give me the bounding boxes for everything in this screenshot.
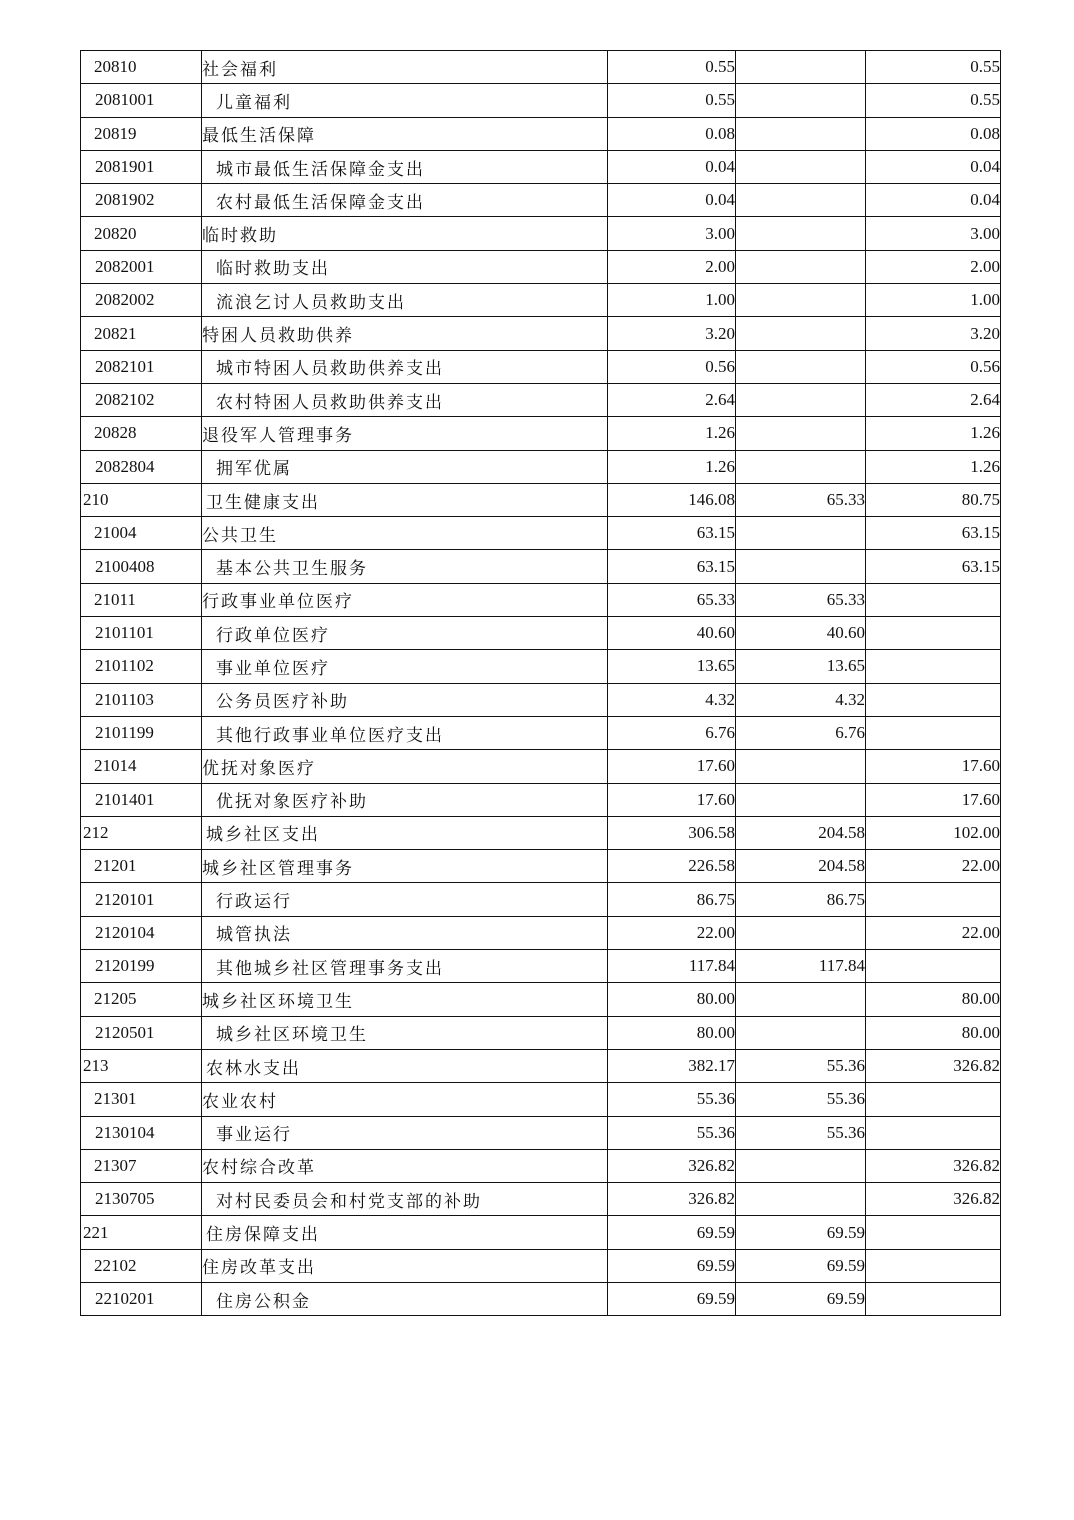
basic-expenditure-cell: 204.58 [736,850,866,883]
table-row [81,417,1001,450]
table-row [81,184,1001,217]
total-amount-cell: 69.59 [608,1282,736,1315]
account-code-cell: 2081001 [81,84,202,117]
account-code-cell: 2130705 [81,1183,202,1216]
account-name-cell: 特困人员救助供养 [202,317,608,350]
project-expenditure-cell: 3.00 [866,217,1001,250]
basic-expenditure-cell: 55.36 [736,1083,866,1116]
account-code-cell: 20810 [81,51,202,84]
basic-expenditure-cell [736,383,866,416]
project-expenditure-cell: 22.00 [866,916,1001,949]
account-code-cell: 2101101 [81,617,202,650]
account-code-cell: 2120101 [81,883,202,916]
basic-expenditure-cell [736,983,866,1016]
account-code-cell: 210 [81,483,202,516]
account-name-cell: 最低生活保障 [202,117,608,150]
account-code-cell: 2101199 [81,716,202,749]
basic-expenditure-cell: 55.36 [736,1049,866,1082]
basic-expenditure-cell [736,284,866,317]
account-code-cell: 2082804 [81,450,202,483]
basic-expenditure-cell: 6.76 [736,716,866,749]
basic-expenditure-cell [736,84,866,117]
basic-expenditure-cell: 69.59 [736,1282,866,1315]
project-expenditure-cell: 80.00 [866,983,1001,1016]
total-amount-cell: 3.00 [608,217,736,250]
basic-expenditure-cell: 204.58 [736,816,866,849]
project-expenditure-cell: 63.15 [866,550,1001,583]
basic-expenditure-cell: 69.59 [736,1249,866,1282]
project-expenditure-cell: 2.64 [866,383,1001,416]
total-amount-cell: 63.15 [608,550,736,583]
account-code-cell: 21014 [81,750,202,783]
project-expenditure-cell: 63.15 [866,517,1001,550]
total-amount-cell: 382.17 [608,1049,736,1082]
total-amount-cell: 4.32 [608,683,736,716]
project-expenditure-cell: 326.82 [866,1049,1001,1082]
project-expenditure-cell: 0.08 [866,117,1001,150]
account-name-cell: 农村特困人员救助供养支出 [202,383,608,416]
basic-expenditure-cell [736,550,866,583]
project-expenditure-cell: 1.00 [866,284,1001,317]
total-amount-cell: 63.15 [608,517,736,550]
basic-expenditure-cell: 4.32 [736,683,866,716]
basic-expenditure-cell [736,150,866,183]
account-code-cell: 20819 [81,117,202,150]
account-name-cell: 行政运行 [202,883,608,916]
table-row [81,1049,1001,1082]
project-expenditure-cell: 2.00 [866,250,1001,283]
account-name-cell: 退役军人管理事务 [202,417,608,450]
total-amount-cell: 0.04 [608,150,736,183]
account-code-cell: 20828 [81,417,202,450]
project-expenditure-cell: 0.55 [866,84,1001,117]
project-expenditure-cell: 3.20 [866,317,1001,350]
table-row [81,950,1001,983]
project-expenditure-cell [866,617,1001,650]
table-row [81,1116,1001,1149]
account-name-cell: 对村民委员会和村党支部的补助 [202,1183,608,1216]
budget-table [80,50,1001,1316]
basic-expenditure-cell [736,184,866,217]
account-code-cell: 2081902 [81,184,202,217]
account-code-cell: 20821 [81,317,202,350]
basic-expenditure-cell [736,517,866,550]
account-name-cell: 农村综合改革 [202,1149,608,1182]
account-name-cell: 住房公积金 [202,1282,608,1315]
total-amount-cell: 117.84 [608,950,736,983]
table-row [81,550,1001,583]
account-name-cell: 城市特困人员救助供养支出 [202,350,608,383]
total-amount-cell: 1.26 [608,417,736,450]
account-name-cell: 城乡社区环境卫生 [202,983,608,1016]
basic-expenditure-cell [736,217,866,250]
project-expenditure-cell [866,683,1001,716]
account-name-cell: 优抚对象医疗补助 [202,783,608,816]
total-amount-cell: 6.76 [608,716,736,749]
account-code-cell: 213 [81,1049,202,1082]
total-amount-cell: 69.59 [608,1249,736,1282]
table-row [81,583,1001,616]
account-name-cell: 儿童福利 [202,84,608,117]
project-expenditure-cell: 102.00 [866,816,1001,849]
account-code-cell: 2101102 [81,650,202,683]
project-expenditure-cell: 326.82 [866,1183,1001,1216]
project-expenditure-cell: 326.82 [866,1149,1001,1182]
account-name-cell: 事业运行 [202,1116,608,1149]
account-code-cell: 22102 [81,1249,202,1282]
project-expenditure-cell: 1.26 [866,417,1001,450]
table-row [81,716,1001,749]
project-expenditure-cell: 17.60 [866,783,1001,816]
account-code-cell: 2082101 [81,350,202,383]
basic-expenditure-cell [736,350,866,383]
basic-expenditure-cell: 69.59 [736,1216,866,1249]
total-amount-cell: 22.00 [608,916,736,949]
table-row [81,51,1001,84]
table-row [81,1249,1001,1282]
table-row [81,1149,1001,1182]
total-amount-cell: 1.26 [608,450,736,483]
account-name-cell: 其他城乡社区管理事务支出 [202,950,608,983]
basic-expenditure-cell [736,317,866,350]
project-expenditure-cell: 22.00 [866,850,1001,883]
project-expenditure-cell: 0.55 [866,51,1001,84]
account-code-cell: 2130104 [81,1116,202,1149]
project-expenditure-cell [866,1116,1001,1149]
account-name-cell: 基本公共卫生服务 [202,550,608,583]
project-expenditure-cell: 80.00 [866,1016,1001,1049]
account-code-cell: 21201 [81,850,202,883]
basic-expenditure-cell [736,1183,866,1216]
project-expenditure-cell: 17.60 [866,750,1001,783]
account-code-cell: 2120104 [81,916,202,949]
table-row [81,883,1001,916]
table-row [81,383,1001,416]
table-row [81,1216,1001,1249]
table-row [81,983,1001,1016]
total-amount-cell: 0.55 [608,51,736,84]
account-code-cell: 21307 [81,1149,202,1182]
project-expenditure-cell [866,1282,1001,1315]
table-row [81,317,1001,350]
basic-expenditure-cell [736,783,866,816]
project-expenditure-cell: 0.04 [866,150,1001,183]
total-amount-cell: 17.60 [608,750,736,783]
table-row [81,816,1001,849]
account-code-cell: 2082001 [81,250,202,283]
account-name-cell: 城乡社区支出 [202,816,608,849]
account-code-cell: 2210201 [81,1282,202,1315]
basic-expenditure-cell: 65.33 [736,483,866,516]
total-amount-cell: 2.00 [608,250,736,283]
account-name-cell: 农村最低生活保障金支出 [202,184,608,217]
table-row [81,750,1001,783]
table-row [81,450,1001,483]
basic-expenditure-cell [736,1149,866,1182]
table-row [81,617,1001,650]
account-name-cell: 行政单位医疗 [202,617,608,650]
total-amount-cell: 80.00 [608,1016,736,1049]
account-code-cell: 2100408 [81,550,202,583]
account-code-cell: 2101103 [81,683,202,716]
total-amount-cell: 0.04 [608,184,736,217]
table-row [81,517,1001,550]
account-code-cell: 21011 [81,583,202,616]
account-name-cell: 城市最低生活保障金支出 [202,150,608,183]
basic-expenditure-cell [736,417,866,450]
basic-expenditure-cell [736,750,866,783]
total-amount-cell: 0.55 [608,84,736,117]
account-name-cell: 公共卫生 [202,517,608,550]
account-name-cell: 城管执法 [202,916,608,949]
total-amount-cell: 86.75 [608,883,736,916]
account-name-cell: 公务员医疗补助 [202,683,608,716]
account-name-cell: 拥军优属 [202,450,608,483]
table-row [81,150,1001,183]
account-name-cell: 事业单位医疗 [202,650,608,683]
project-expenditure-cell: 0.56 [866,350,1001,383]
account-name-cell: 临时救助 [202,217,608,250]
account-code-cell: 221 [81,1216,202,1249]
basic-expenditure-cell: 86.75 [736,883,866,916]
table-row [81,683,1001,716]
table-row [81,916,1001,949]
basic-expenditure-cell: 65.33 [736,583,866,616]
project-expenditure-cell [866,650,1001,683]
total-amount-cell: 2.64 [608,383,736,416]
table-row [81,650,1001,683]
total-amount-cell: 326.82 [608,1183,736,1216]
total-amount-cell: 306.58 [608,816,736,849]
account-code-cell: 2082002 [81,284,202,317]
account-name-cell: 其他行政事业单位医疗支出 [202,716,608,749]
project-expenditure-cell [866,1216,1001,1249]
account-code-cell: 2120199 [81,950,202,983]
basic-expenditure-cell [736,51,866,84]
total-amount-cell: 80.00 [608,983,736,1016]
table-row [81,1183,1001,1216]
total-amount-cell: 326.82 [608,1149,736,1182]
table-row [81,117,1001,150]
account-code-cell: 2082102 [81,383,202,416]
total-amount-cell: 226.58 [608,850,736,883]
total-amount-cell: 55.36 [608,1083,736,1116]
account-code-cell: 2081901 [81,150,202,183]
project-expenditure-cell: 80.75 [866,483,1001,516]
account-name-cell: 行政事业单位医疗 [202,583,608,616]
project-expenditure-cell [866,1249,1001,1282]
account-name-cell: 优抚对象医疗 [202,750,608,783]
basic-expenditure-cell [736,117,866,150]
table-row [81,1282,1001,1315]
account-code-cell: 20820 [81,217,202,250]
basic-expenditure-cell: 117.84 [736,950,866,983]
table-row [81,483,1001,516]
total-amount-cell: 17.60 [608,783,736,816]
account-name-cell: 住房保障支出 [202,1216,608,1249]
account-name-cell: 卫生健康支出 [202,483,608,516]
basic-expenditure-cell [736,250,866,283]
project-expenditure-cell [866,883,1001,916]
basic-expenditure-cell [736,1016,866,1049]
basic-expenditure-cell: 40.60 [736,617,866,650]
table-row [81,284,1001,317]
total-amount-cell: 1.00 [608,284,736,317]
basic-expenditure-cell: 55.36 [736,1116,866,1149]
total-amount-cell: 3.20 [608,317,736,350]
table-row [81,1083,1001,1116]
project-expenditure-cell [866,583,1001,616]
project-expenditure-cell [866,1083,1001,1116]
account-name-cell: 临时救助支出 [202,250,608,283]
project-expenditure-cell [866,950,1001,983]
table-row [81,217,1001,250]
project-expenditure-cell: 1.26 [866,450,1001,483]
account-code-cell: 2120501 [81,1016,202,1049]
account-code-cell: 21205 [81,983,202,1016]
account-name-cell: 城乡社区环境卫生 [202,1016,608,1049]
account-name-cell: 城乡社区管理事务 [202,850,608,883]
table-row [81,350,1001,383]
account-code-cell: 21301 [81,1083,202,1116]
budget-table-body [81,51,1001,1316]
account-name-cell: 农林水支出 [202,1049,608,1082]
table-row [81,1016,1001,1049]
total-amount-cell: 146.08 [608,483,736,516]
total-amount-cell: 69.59 [608,1216,736,1249]
project-expenditure-cell [866,716,1001,749]
account-name-cell: 住房改革支出 [202,1249,608,1282]
table-row [81,250,1001,283]
account-code-cell: 2101401 [81,783,202,816]
basic-expenditure-cell [736,450,866,483]
total-amount-cell: 0.08 [608,117,736,150]
account-name-cell: 农业农村 [202,1083,608,1116]
table-row [81,783,1001,816]
account-name-cell: 流浪乞讨人员救助支出 [202,284,608,317]
total-amount-cell: 40.60 [608,617,736,650]
account-code-cell: 212 [81,816,202,849]
basic-expenditure-cell: 13.65 [736,650,866,683]
table-row [81,850,1001,883]
table-row [81,84,1001,117]
total-amount-cell: 13.65 [608,650,736,683]
total-amount-cell: 55.36 [608,1116,736,1149]
total-amount-cell: 0.56 [608,350,736,383]
account-name-cell: 社会福利 [202,51,608,84]
total-amount-cell: 65.33 [608,583,736,616]
project-expenditure-cell: 0.04 [866,184,1001,217]
basic-expenditure-cell [736,916,866,949]
account-code-cell: 21004 [81,517,202,550]
